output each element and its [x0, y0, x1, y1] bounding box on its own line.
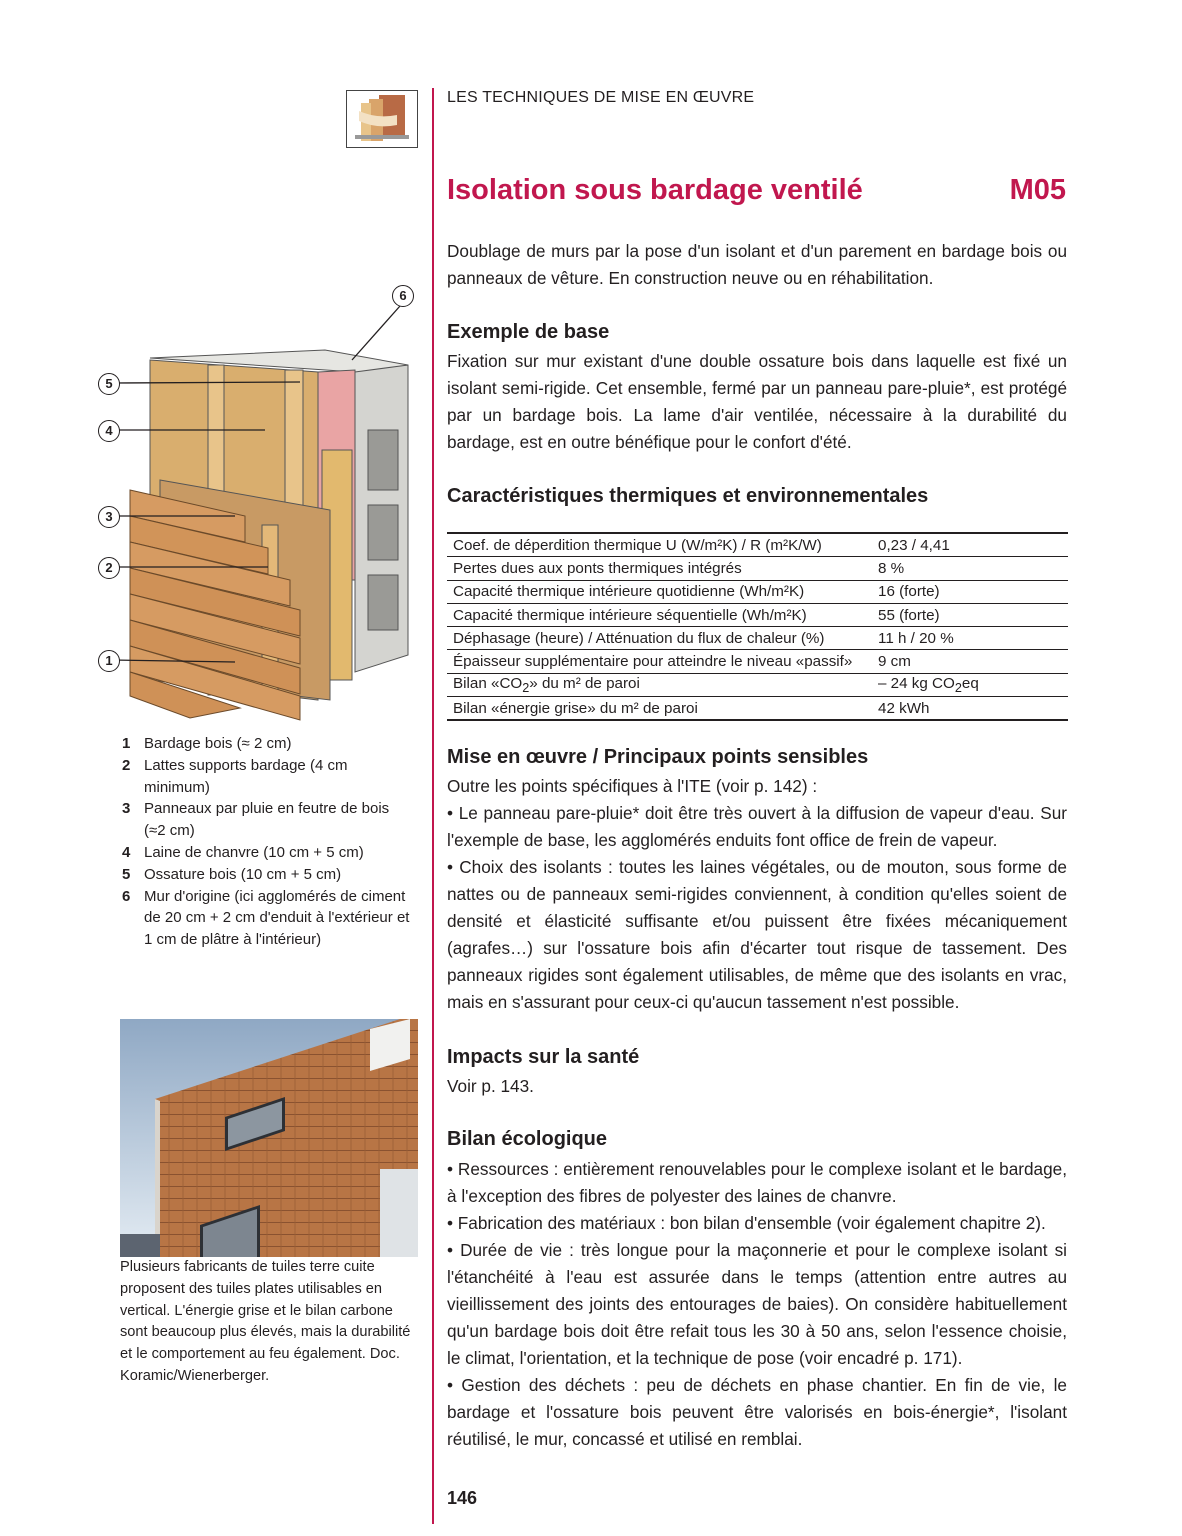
bilan-line: • Durée de vie : très longue pour la maçonnerie et pour le complexe isolant si l'étanchéité à l'eau est assurée dans le temps (attention entre autres au vieillissement des joints des entourages de baies). On considère habituellement qu'un bardage bois doit être refait tous les 30 à 50 ans, selon l'essence choisie, le climat, l'orientation, et la technique de pose (voir encadré p. 171). — [447, 1240, 1067, 1368]
row-label: Coef. de déperdition thermique U (W/m²K) / R (m²K/W) — [447, 533, 872, 557]
paragraph-bilan — [447, 1156, 1067, 1453]
row-value: 0,23 / 4,41 — [872, 533, 1068, 557]
legend-item: 6 Mur d'origine (ici agglomérés de ciment de 20 cm + 2 cm d'enduit à l'extérieur et 1 cm de plâtre à l'intérieur) — [122, 887, 410, 949]
callout-6: 6 — [392, 285, 414, 307]
table-row — [447, 697, 1068, 721]
table-row — [447, 650, 1068, 673]
intro-paragraph: Doublage de murs par la pose d'un isolant et d'un parement en bardage bois ou panneaux de vêture. En construction neuve ou en réhabilitation. — [447, 241, 1067, 288]
paragraph-sante: Voir p. 143. — [447, 1076, 534, 1096]
row-label: Déphasage (heure) / Atténuation du flux de chaleur (%) — [447, 627, 872, 650]
building-photo — [120, 1019, 418, 1257]
mise-line: • Le panneau pare-pluie* doit être très ouvert à la diffusion de vapeur d'eau. Sur l'exemple de base, les agglomérés enduits font office de frein de vapeur. — [447, 803, 1067, 850]
mise-line: • Choix des isolants : toutes les laines végétales, ou de mouton, sous forme de nattes ou de panneaux semi-rigides conviennent, à condition qu'elles soient de densité et élasticité suffisante et/ou puissent être fixées mécaniquement (agrafes…) sur l'ossature bois afin d'écarter tout risque de tassement. Des panneaux rigides sont également utilisables, de même que des isolants en vrac, mais en s'assurant pour ceux-ci qu'aucun tassement n'est possible. — [447, 857, 1067, 1012]
mise-line: Outre les points spécifiques à l'ITE (voir p. 142) : — [447, 776, 818, 796]
table-row — [447, 603, 1068, 626]
table-row — [447, 557, 1068, 580]
legend-item: 2 Lattes supports bardage (4 cm minimum) — [122, 756, 348, 796]
callout-1: 1 — [98, 650, 120, 672]
heading-mise-en-oeuvre: Mise en œuvre / Principaux points sensibles — [447, 746, 869, 768]
table-row — [447, 673, 1068, 696]
row-label: Épaisseur supplémentaire pour atteindre le niveau «passif» — [447, 650, 872, 673]
legend-item: 4 Laine de chanvre (10 cm + 5 cm) — [122, 843, 364, 861]
bilan-line: • Ressources : entièrement renouvelables pour le complexe isolant et le bardage, à l'exception des fibres de polyester des laines de chanvre. — [447, 1159, 1067, 1206]
callout-5: 5 — [98, 373, 120, 395]
heading-sante: Impacts sur la santé — [447, 1046, 640, 1068]
paragraph-exemple: Fixation sur mur existant d'une double ossature bois dans laquelle est fixé un isolant semi-rigide. Cet ensemble, fermé par un panneau pare-pluie*, est protégé par un bardage bois. La lame d'air ventilée, nécessaire à la durabilité du bardage, est en outre bénéfique pour le confort d'été. — [447, 351, 1067, 452]
row-value: 55 (forte) — [872, 603, 1068, 626]
page-number: 146 — [447, 1488, 478, 1508]
callout-4: 4 — [98, 420, 120, 442]
heading-caracteristiques: Caractéristiques thermiques et environnementales — [447, 485, 929, 507]
running-head: LES TECHNIQUES DE MISE EN ŒUVRE — [447, 89, 755, 106]
characteristics-table — [447, 532, 1068, 721]
callout-2: 2 — [98, 557, 120, 579]
legend-item: 3 Panneaux par pluie en feutre de bois (≈2 cm) — [122, 800, 390, 840]
table-row — [447, 580, 1068, 603]
wall-section-thumbnail-icon — [346, 90, 418, 148]
row-value: – 24 kg $CO_2eq$ — [872, 673, 1068, 696]
row-label: Capacité thermique intérieure séquentielle (Wh/m²K) — [447, 603, 872, 626]
table-row — [447, 533, 1068, 557]
wall-section-drawing — [90, 280, 420, 725]
photo-caption: Plusieurs fabricants de tuiles terre cuite proposent des tuiles plates utilisables en vertical. L'énergie grise et le bilan carbone sont beaucoup plus élevés, mais la durabilité et le comportement au feu également. Doc. Koramic/Wienerberger. — [120, 1259, 411, 1384]
legend-item: 5 Ossature bois (10 cm + 5 cm) — [122, 865, 342, 883]
callout-3: 3 — [98, 506, 120, 528]
row-value: 8 % — [872, 557, 1068, 580]
row-value: 11 h / 20 % — [872, 627, 1068, 650]
drawing-legend — [122, 733, 412, 951]
row-label: Pertes dues aux ponts thermiques intégrés — [447, 557, 872, 580]
heading-bilan: Bilan écologique — [447, 1128, 608, 1150]
page-title: Isolation sous bardage ventilé — [447, 174, 863, 206]
bilan-line: • Gestion des déchets : peu de déchets en phase chantier. En fin de vie, le bardage et l'ossature bois peuvent être valorisés en bois-énergie*, l'isolant réutilisé, le mur, concassé et utilisé en remblai. — [447, 1375, 1067, 1449]
row-label: Bilan «$CO_2$» du m² de paroi — [447, 673, 872, 696]
table-row — [447, 627, 1068, 650]
row-label: Capacité thermique intérieure quotidienne (Wh/m²K) — [447, 580, 872, 603]
row-value: 16 (forte) — [872, 580, 1068, 603]
row-value: 9 cm — [872, 650, 1068, 673]
row-label: Bilan «énergie grise» du m² de paroi — [447, 697, 872, 721]
heading-exemple: Exemple de base — [447, 321, 610, 343]
bilan-line: • Fabrication des matériaux : bon bilan d'ensemble (voir également chapitre 2). — [447, 1213, 1046, 1233]
section-code: M05 — [1009, 174, 1066, 206]
row-value: 42 kWh — [872, 697, 1068, 721]
paragraph-mise-en-oeuvre — [447, 773, 1067, 1016]
legend-item: 1 Bardage bois (≈ 2 cm) — [122, 735, 292, 752]
margin-rule — [432, 88, 434, 1524]
